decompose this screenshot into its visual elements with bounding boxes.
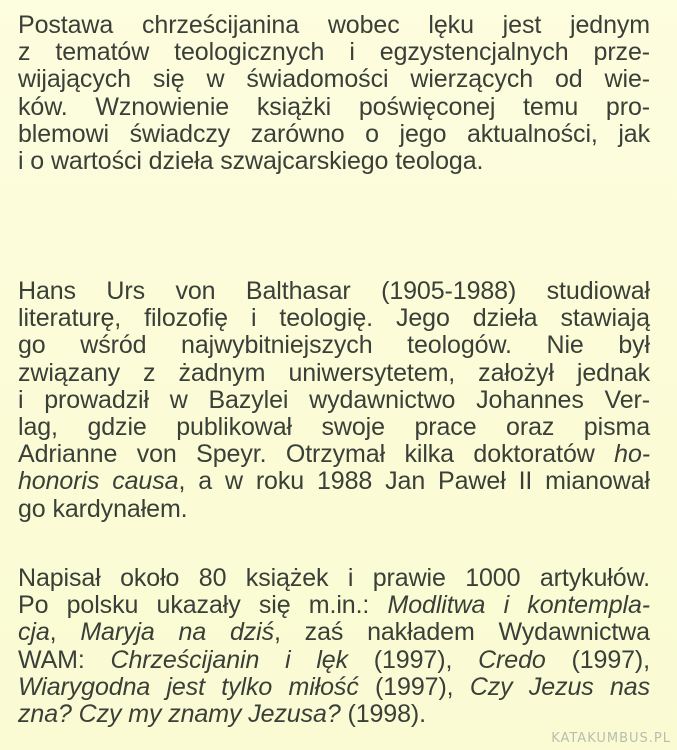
text-fragment: , zaś nakładem Wydawnictwa	[274, 618, 650, 647]
italic-fragment: zna? Czy my znamy Jezusa?	[18, 700, 341, 729]
text-line	[18, 647, 650, 674]
text-line: Hans Urs von Balthasar (1905-1988) studiował	[18, 277, 650, 305]
text-line	[18, 592, 650, 619]
text-fragment: WAM:	[18, 645, 111, 674]
intro-paragraph	[18, 12, 650, 175]
text-line	[18, 674, 650, 701]
text-line: Postawa chrześcijanina wobec lęku jest jednym	[18, 11, 650, 39]
publications-paragraph	[18, 565, 650, 728]
text-fragment: (1998).	[340, 700, 426, 729]
text-line: literaturę, filozofię i teologię. Jego dzieła stawiają	[18, 304, 650, 333]
text-line: Napisał około 80 książek i prawie 1000 artykułów.	[18, 564, 650, 592]
author-bio-paragraph	[18, 278, 650, 523]
italic-fragment: Chrześcijanin i lęk	[110, 645, 348, 674]
italic-fragment: ho-	[614, 440, 650, 469]
text-fragment: (1997),	[545, 645, 650, 674]
text-line: wijających się w świadomości wierzących od wie-	[18, 65, 650, 94]
text-line: ków. Wznowienie książki poświęconej temu pro-	[18, 92, 650, 121]
text-fragment: Po polsku ukazały się m.in.:	[18, 591, 388, 620]
text-line: i o wartości dzieła szwajcarskiego teologa.	[18, 147, 484, 176]
text-line: i prowadził w Bazylei wydawnictwo Johannes Ver-	[18, 385, 650, 414]
text-fragment: ,	[49, 618, 81, 647]
text-line	[18, 701, 650, 728]
text-fragment: (1997),	[347, 645, 479, 674]
text-line	[18, 619, 650, 646]
text-line: blemowi świadczy zarówno o jego aktualności, jak	[18, 119, 650, 148]
text-line: go wśród najwybitniejszych teologów. Nie był	[18, 331, 650, 360]
italic-fragment: Wiarygodna jest tylko miłość	[18, 672, 359, 701]
text-line: z tematów teologicznych i egzystencjalnych prze-	[18, 38, 650, 67]
text-line: lag, gdzie publikował swoje prace oraz pisma	[18, 413, 650, 442]
italic-fragment: honoris causa	[18, 467, 179, 496]
text-fragment: Adrianne von Speyr. Otrzymał kilka doktoratów	[18, 440, 595, 469]
text-line	[18, 468, 650, 495]
text-fragment: , a w roku 1988 Jan Paweł II mianował	[178, 467, 650, 496]
text-line: związany z żadnym uniwersytetem, założył jednak	[18, 358, 650, 387]
italic-fragment: Credo	[478, 645, 546, 674]
text-line	[18, 441, 650, 468]
italic-fragment: Maryja na dziś	[80, 618, 275, 647]
watermark: KATAKUMBUS.PL	[551, 731, 671, 746]
text-line: go kardynałem.	[18, 494, 188, 523]
italic-fragment: Modlitwa i kontempla-	[387, 591, 650, 620]
italic-fragment: Czy Jezus nas	[469, 672, 650, 701]
text-fragment: (1997),	[358, 672, 470, 701]
italic-fragment: cja	[18, 618, 50, 647]
